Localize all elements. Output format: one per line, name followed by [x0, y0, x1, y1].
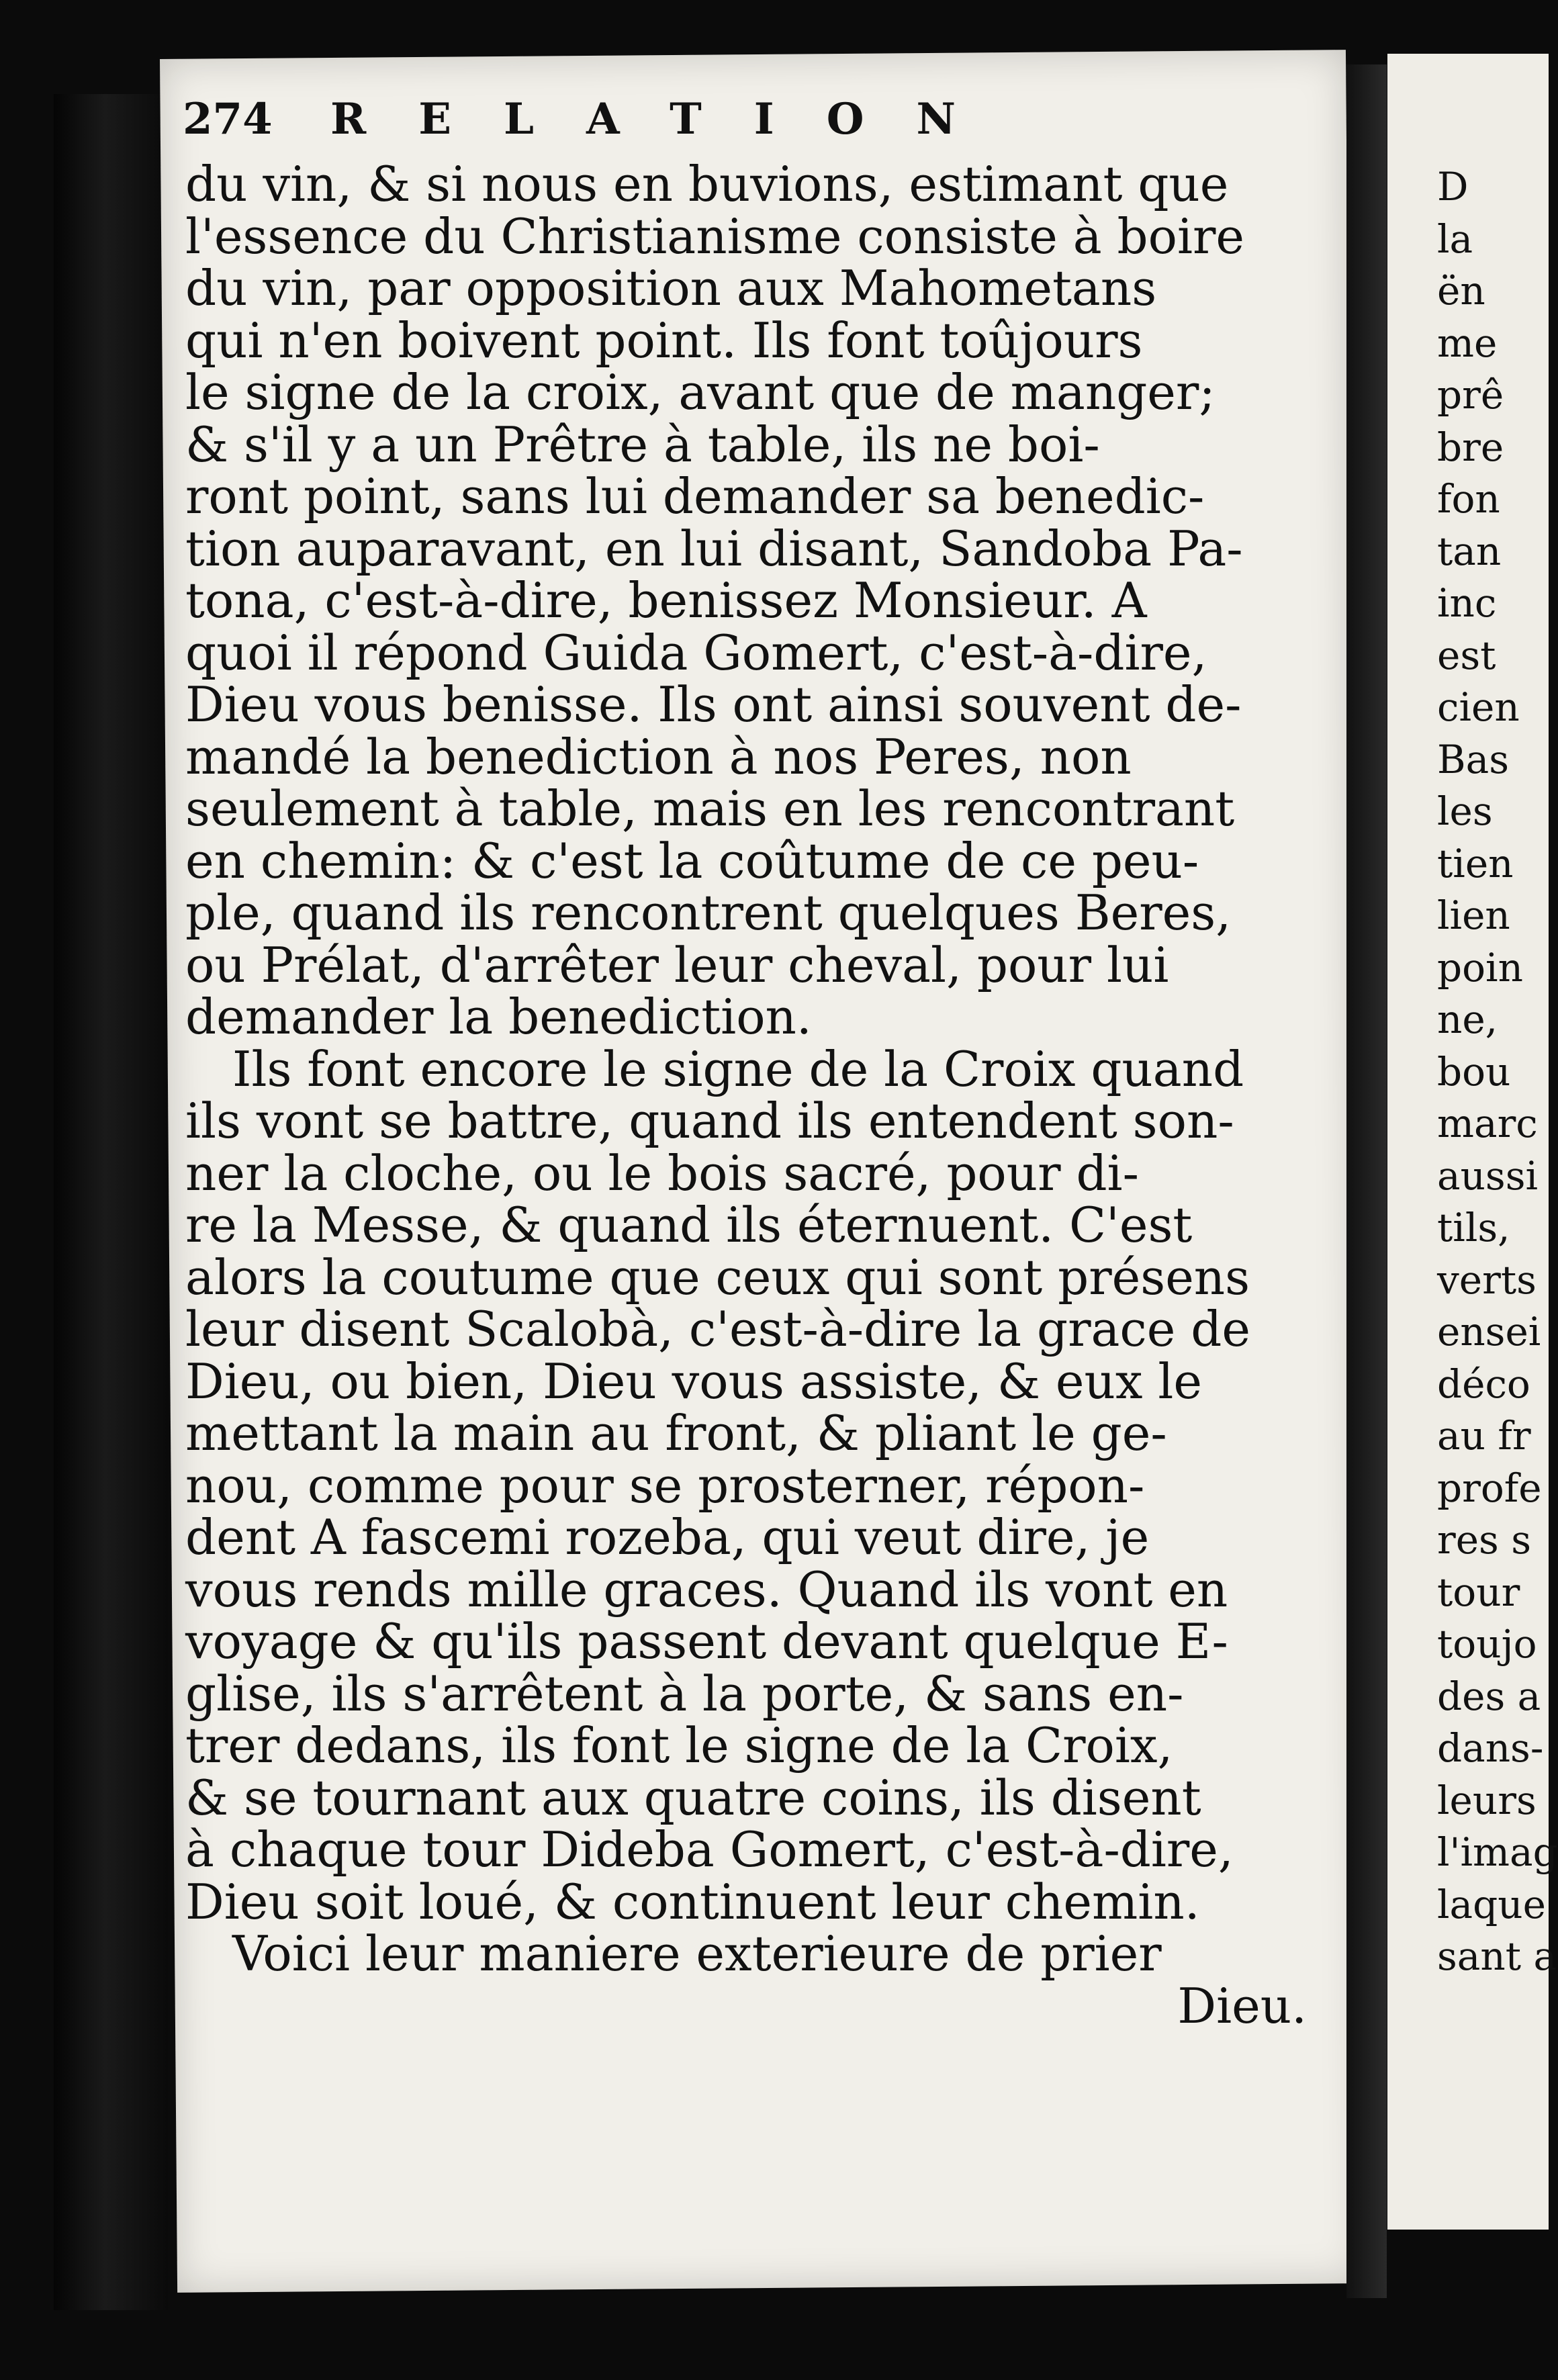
facing-page-line: ensei [1437, 1309, 1541, 1355]
facing-page-line: aussi [1437, 1152, 1539, 1199]
text-line: Dieu soit loué, & continuent leur chemin. [185, 1873, 1200, 1930]
facing-page-line: D [1437, 164, 1469, 210]
facing-page-line: toujo [1437, 1621, 1537, 1667]
text-line: voyage & qu'ils passent devant quelque E- [185, 1613, 1228, 1669]
facing-page-line: lien [1437, 892, 1510, 938]
text-line: Ils font encore le signe de la Croix quand [232, 1040, 1244, 1097]
text-line: quoi il répond Guida Gomert, c'est-à-dire, [185, 624, 1207, 681]
facing-page-line: dans- [1437, 1725, 1544, 1771]
text-line: glise, ils s'arrêtent à la porte, & sans en- [185, 1665, 1184, 1722]
text-line: Voici leur maniere exterieure de prier [232, 1925, 1162, 1982]
text-line: l'essence du Christianisme consiste à boire [185, 208, 1245, 265]
facing-page-line: Bas [1437, 736, 1509, 782]
text-line: ple, quand ils rencontrent quelques Beres, [185, 884, 1232, 941]
text-line: à chaque tour Dideba Gomert, c'est-à-dire, [185, 1821, 1234, 1878]
text-line: qui n'en boivent point. Ils font toûjours [185, 312, 1143, 369]
facing-page-line: tils, [1437, 1205, 1510, 1250]
facing-page-line: tien [1437, 840, 1514, 886]
text-line: & s'il y a un Prêtre à table, ils ne boi- [185, 416, 1100, 473]
text-line: trer dedans, ils font le signe de la Croix, [185, 1717, 1173, 1774]
text-line: & se tournant aux quatre coins, ils disent [185, 1769, 1201, 1826]
text-line: ou Prélat, d'arrêter leur cheval, pour lui [185, 936, 1169, 993]
facing-page-line: cien [1437, 684, 1520, 730]
facing-page-line: déco [1437, 1361, 1530, 1407]
facing-page-line: res s [1437, 1517, 1532, 1563]
text-line: tion auparavant, en lui disant, Sandoba Pa- [185, 520, 1243, 577]
facing-page-line: fon [1437, 476, 1500, 522]
facing-page-line: laque [1437, 1881, 1546, 1927]
facing-page-line: me [1437, 320, 1498, 366]
text-line: le signe de la croix, avant que de manger; [185, 364, 1216, 420]
facing-page-line: ën [1437, 268, 1485, 314]
facing-page-line: la [1437, 216, 1473, 262]
facing-page-line: sant a [1437, 1933, 1557, 1979]
facing-page-line: bre [1437, 424, 1504, 470]
facing-page-line: des a [1437, 1673, 1541, 1719]
text-line: nou, comme pour se prosterner, répon- [185, 1457, 1145, 1514]
facing-page-line: verts [1437, 1256, 1537, 1303]
text-line: Dieu. [1177, 1977, 1307, 2034]
facing-page-line: poin [1437, 944, 1523, 991]
facing-page-line: est [1437, 632, 1496, 678]
book-binding-shadow [54, 94, 168, 2310]
text-line: re la Messe, & quand ils éternuent. C'est [185, 1197, 1193, 1253]
text-line: ront point, sans lui demander sa benedic- [185, 468, 1205, 524]
text-line: mandé la benediction à nos Peres, non [185, 728, 1132, 785]
text-line: du vin, & si nous en buvions, estimant que [185, 156, 1229, 212]
facing-page-fragment [1387, 54, 1558, 2230]
text-line: demander la benediction. [185, 989, 812, 1045]
text-line: Dieu vous benisse. Ils ont ainsi souvent de- [185, 676, 1242, 733]
body-text [185, 158, 1327, 2032]
text-line: du vin, par opposition aux Mahometans [185, 260, 1157, 316]
facing-page-text [1437, 161, 1558, 1983]
facing-page-line: inc [1437, 580, 1497, 626]
page-number: 274 [183, 94, 273, 144]
text-line: ils vont se battre, quand ils entendent son- [185, 1093, 1234, 1149]
text-line: dent A fascemi rozeba, qui veut dire, je [185, 1509, 1150, 1565]
page-gutter [1346, 64, 1387, 2298]
facing-page-line: au fr [1437, 1413, 1531, 1459]
facing-page-line: bou [1437, 1048, 1511, 1095]
text-line: alors la coutume que ceux qui sont présens [185, 1248, 1250, 1306]
facing-page-line: prê [1437, 372, 1504, 418]
facing-page-line: leurs [1437, 1777, 1537, 1823]
text-line: ner la cloche, ou le bois sacré, pour di- [185, 1144, 1139, 1201]
facing-page-line: tour [1437, 1569, 1520, 1615]
facing-page-line: tan [1437, 528, 1502, 574]
text-line: seulement à table, mais en les rencontrant [185, 780, 1235, 837]
text-line: tona, c'est-à-dire, benissez Monsieur. A [185, 572, 1147, 629]
text-line: Dieu, ou bien, Dieu vous assiste, & eux le [185, 1353, 1203, 1410]
facing-page-line: les [1437, 788, 1493, 834]
running-title: RELATION [330, 94, 1008, 144]
text-line: en chemin: & c'est la coûtume de ce peu- [185, 832, 1199, 889]
facing-page-line: ne, [1437, 997, 1498, 1042]
facing-page-line: marc [1437, 1101, 1538, 1146]
text-line: vous rends mille graces. Quand ils vont en [185, 1561, 1228, 1618]
text-line: mettant la main au front, & pliant le ge- [185, 1405, 1167, 1461]
text-line: leur disent Scalobà, c'est-à-dire la grace de [185, 1301, 1250, 1357]
facing-page-line: profe [1437, 1465, 1542, 1511]
facing-page-line: l'imag [1437, 1829, 1558, 1875]
